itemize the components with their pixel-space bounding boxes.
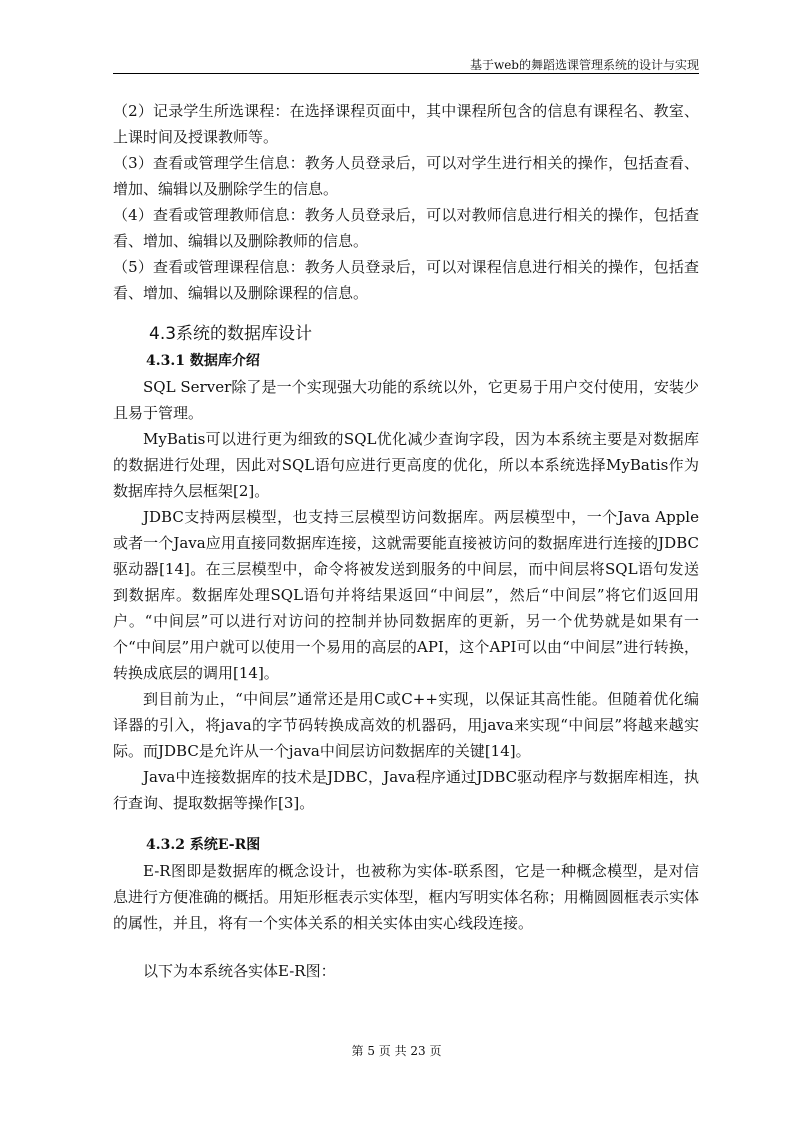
list-item: （2）记录学生所选课程：在选择课程页面中，其中课程所包含的信息有课程名、教室、上课时间及授课教师等。 [113, 102, 699, 146]
paragraph: E-R图即是数据库的概念设计，也被称为实体-联系图，它是一种概念模型，是对信息进行方便准确的概括。用矩形框表示实体型，框内写明实体名称；用椭圆圆框表示实体的属性，并且，将有一个实体关系的相关实体由实心线段连接。 [113, 862, 699, 932]
subsection-heading: 4.3.1 数据库介绍 [146, 353, 260, 369]
page-body [113, 98, 699, 984]
paragraph: JDBC支持两层模型，也支持三层模型访问数据库。两层模型中，一个Java Apple或者一个Java应用直接同数据库连接，这就需要能直接被访问的数据库进行连接的JDBC驱动器[14]。在三层模型中，命令将被发送到服务的中间层，而中间层将SQL语句发送到数据库。数据库处理SQL语句并将结果返回“中间层”，然后“中间层”将它们返回用户。“中间层”可以进行对访问的控制并协同数据库的更新，另一个优势就是如果有一个“中间层”用户就可以使用一个易用的高层的API，这个API可以由“中间层”进行转换，转换成底层的调用[14]。 [113, 508, 699, 682]
paragraph: MyBatis可以进行更为细致的SQL优化减少查询字段，因为本系统主要是对数据库的数据进行处理，因此对SQL语句应进行更高度的优化，所以本系统选择MyBatis作为数据库持久层框架[2]。 [113, 430, 699, 500]
running-header: 基于web的舞蹈选课管理系统的设计与实现 [113, 57, 699, 74]
paragraph: SQL Server除了是一个实现强大功能的系统以外，它更易于用户交付使用，安装少且易于管理。 [113, 378, 699, 422]
paragraph: Java中连接数据库的技术是JDBC，Java程序通过JDBC驱动程序与数据库相连，执行查询、提取数据等操作[3]。 [113, 768, 699, 812]
section-heading: 4.3系统的数据库设计 [149, 324, 313, 344]
list-item: （3）查看或管理学生信息：教务人员登录后，可以对学生进行相关的操作，包括查看、增加、编辑以及删除学生的信息。 [113, 154, 699, 198]
paragraph: 以下为本系统各实体E-R图： [143, 962, 336, 980]
list-item: （4）查看或管理教师信息：教务人员登录后，可以对教师信息进行相关的操作，包括查看、增加、编辑以及删除教师的信息。 [113, 206, 699, 250]
paragraph: 到目前为止，“中间层”通常还是用C或C++实现，以保证其高性能。但随着优化编译器的引入，将java的字节码转换成高效的机器码，用java来实现“中间层”将越来越实际。而JDBC是允许从一个java中间层访问数据库的关键[14]。 [113, 690, 699, 760]
subsection-heading: 4.3.2 系统E-R图 [146, 837, 261, 853]
list-item: （5）查看或管理课程信息：教务人员登录后，可以对课程信息进行相关的操作，包括查看、增加、编辑以及删除课程的信息。 [113, 258, 699, 302]
page-number: 第 5 页 共 23 页 [351, 1044, 442, 1058]
